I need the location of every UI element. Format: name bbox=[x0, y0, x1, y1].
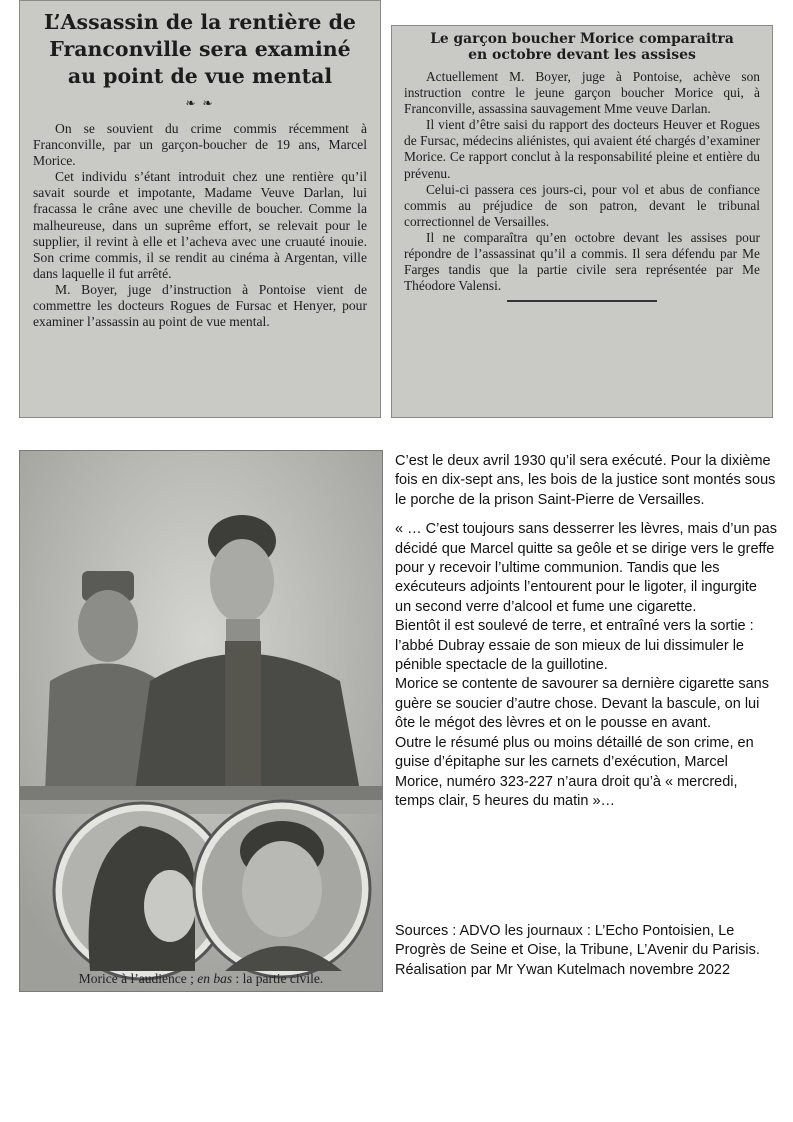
narrative-paragraph: « … C’est toujours sans desserrer les lèvres, mais d’un pas décidé que Marcel quitte sa geôle et se dirige vers le greffe pour y recevoir l’ultime communion. Tandis que les exécuteurs adjoints l’entourent pour le ligoter, il ingurgite un second verre d’alcool et fume une cigarette. bbox=[395, 521, 777, 615]
clipping-headline: Le garçon boucher Morice comparaitra bbox=[430, 31, 734, 47]
clipping-paragraph: M. Boyer, juge d’instruction à Pontoise vient de commettre les docteurs Rogues de Fursac et Henyer, pour examiner l’assassin au point de vue mental. bbox=[33, 281, 367, 330]
clipping-paragraph: On se souvient du crime commis récemment à Franconville, par un garçon-boucher de 19 ans, Marcel Morice. bbox=[33, 121, 367, 169]
photo-illustration bbox=[20, 451, 382, 991]
newspaper-photo bbox=[19, 450, 383, 992]
narrative-paragraph: Bientôt il est soulevé de terre, et entraîné vers la sortie : l’abbé Dubray essaie de son mieux de lui dissimuler le pénible spectacle de la guillotine. bbox=[395, 618, 754, 674]
newspaper-clipping-trial bbox=[391, 25, 773, 418]
clipping-subheadline: en octobre devant les assises bbox=[468, 47, 696, 63]
clipping-paragraph: Cet individu s’étant introduit chez une rentière qu’il savait sourde et impotante, Madame Veuve Darlan, lui fracassa le crâne avec une cheville de boucher. Comme la malheureuse, dans un suprême effort, se relevait pour le supplier, il revint à elle et l’acheva avec une cruauté inouie. Son crime commis, il se rendit au cinéma à Argentan, ville dans laquelle il fut arrêté. bbox=[33, 169, 367, 281]
clipping-headline: L’Assassin de la rentière de Franconville sera examiné au point de vue mental bbox=[44, 10, 356, 88]
portrait-medallion-right bbox=[194, 801, 370, 977]
clipping-paragraph: Actuellement M. Boyer, juge à Pontoise, achève son instruction contre le jeune garçon boucher Morice qui, à Franconville, assassina sauvagement Mme veuve Darlan. bbox=[404, 69, 760, 117]
clipping-paragraph: Il ne comparaîtra qu’en octobre devant les assises pour répondre de l’assassinat qu’il a commis. Il sera défendu par Me Farges tandis que la partie civile sera représentée par Me Théodore Valensi. bbox=[404, 229, 760, 294]
ornament-divider: ❧ ❧ bbox=[185, 96, 215, 110]
clipping-paragraph: Il vient d’être saisi du rapport des docteurs Heuver et Rogues de Fursac, médecins aliénistes, qui avaient été chargés d’examiner Morice. Ce rapport conclut à la responsabilité pleine et entière du prévenu. bbox=[404, 117, 760, 181]
narrative-paragraph: Morice se contente de savourer sa dernière cigarette sans guère se soucier d’autre chose. Devant la bascule, on lui ôte le mégot des lèvres et on le pousse en avant. bbox=[395, 676, 769, 732]
caption-part-italic: en bas bbox=[197, 971, 233, 986]
caption-part: Morice à l’audience ; bbox=[78, 971, 194, 986]
caption-part: : la partie civile. bbox=[235, 971, 324, 986]
sources-credit: Sources : ADVO les journaux : L’Echo Pontoisien, Le Progrès de Seine et Oise, la Tribune, L’Avenir du Parisis. Réalisation par Mr Ywan Kutelmach novembre 2022 bbox=[395, 923, 760, 978]
narrative-paragraph: Outre le résumé plus ou moins détaillé de son crime, en guise d’épitaphe sur les carnets d’exécution, Marcel Morice, numéro 323-227 n’aura droit qu’à « mercredi, temps clair, 5 heures du matin »… bbox=[395, 734, 754, 809]
photo-caption bbox=[20, 971, 382, 987]
narrative-text bbox=[395, 452, 777, 811]
newspaper-clipping-examination bbox=[19, 0, 381, 418]
narrative-paragraph: C’est le deux avril 1930 qu’il sera exécuté. Pour la dixième fois en dix-sept ans, les bois de la justice sont montés sous le porche de la prison Saint-Pierre de Versailles. bbox=[395, 453, 776, 508]
divider-rule bbox=[507, 300, 657, 302]
clipping-paragraph: Celui-ci passera ces jours-ci, pour vol et abus de confiance commis au préjudice de son patron, devant le tribunal correctionnel de Versailles. bbox=[404, 181, 760, 229]
